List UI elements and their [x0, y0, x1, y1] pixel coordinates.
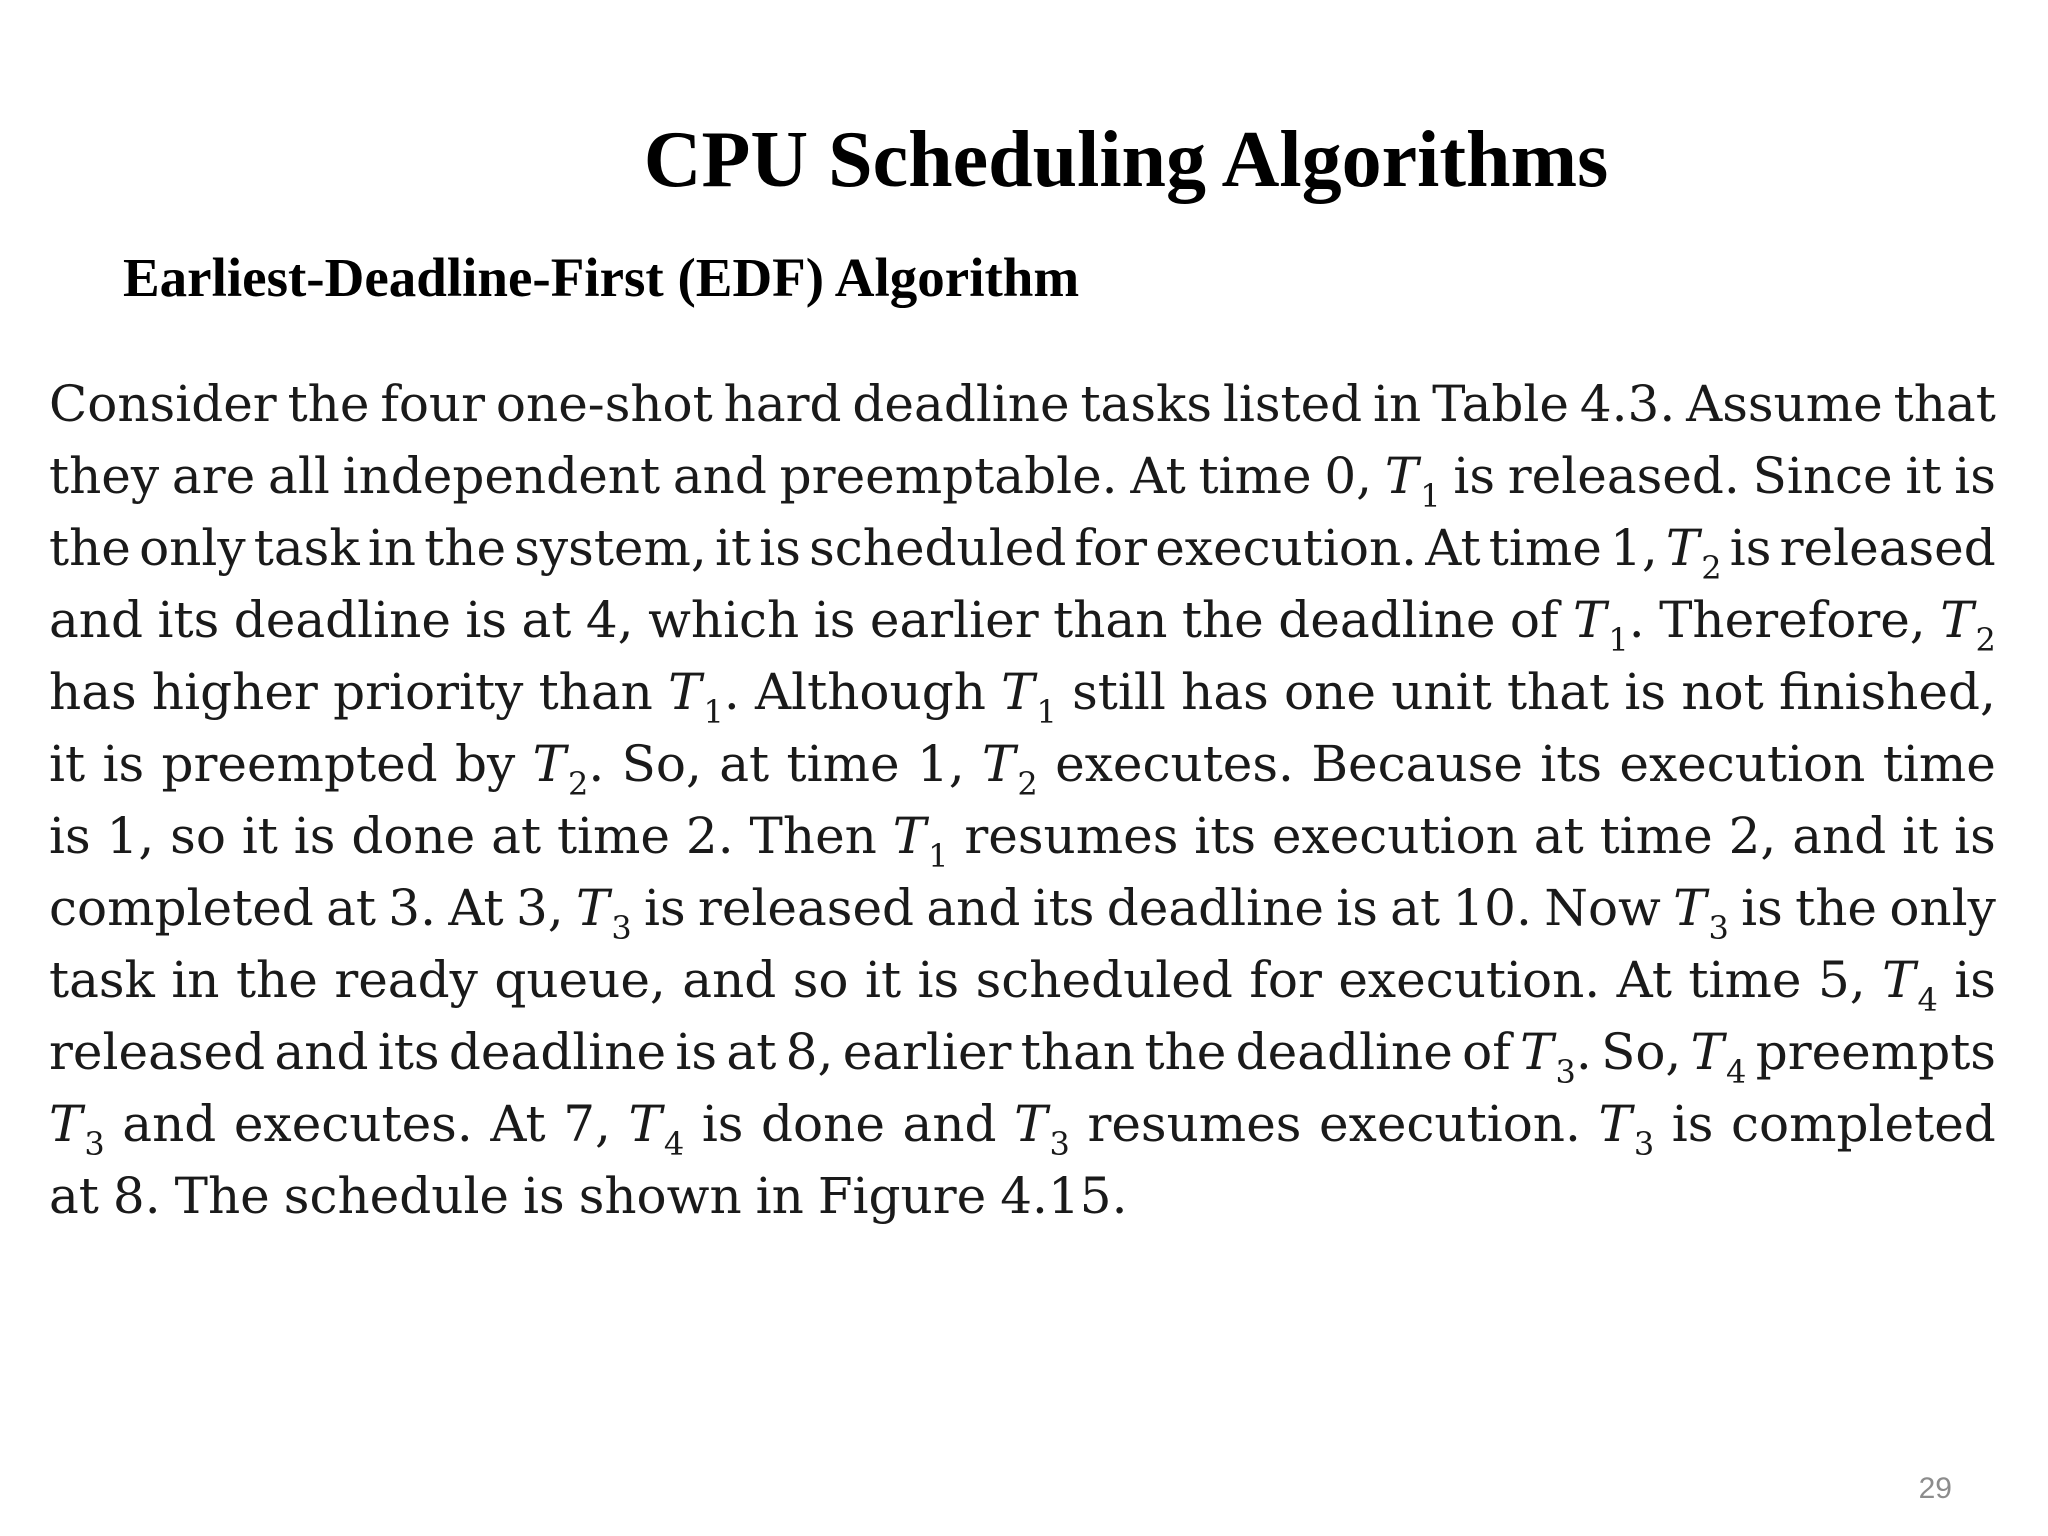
word: 0,	[1324, 447, 1373, 505]
word: and	[122, 1095, 217, 1153]
task-symbol: $T_3$	[1598, 1095, 1655, 1163]
word: its	[1032, 879, 1095, 937]
word: 1,	[1610, 519, 1658, 577]
word: so	[170, 807, 226, 865]
word: 7,	[563, 1095, 611, 1153]
paragraph-line	[49, 1088, 1996, 1163]
paragraph-line	[49, 944, 1996, 1019]
task-symbol: $T_4$	[1882, 951, 1938, 1019]
task-symbol: $T_3$	[1014, 1095, 1070, 1163]
word: So,	[621, 735, 702, 793]
word: Table	[1432, 375, 1569, 433]
word: for	[1074, 519, 1148, 577]
word: the	[235, 951, 318, 1009]
word: preempted	[161, 735, 438, 793]
word: and	[902, 1095, 997, 1153]
word: at	[49, 1167, 99, 1225]
word: so	[792, 951, 849, 1009]
word: of	[1462, 1023, 1511, 1081]
task-symbol: $T_1$	[892, 807, 949, 875]
word: executes.	[233, 1095, 473, 1153]
word: by	[455, 735, 516, 793]
word: still	[1072, 663, 1166, 721]
task-symbol: $T_3$	[1520, 1023, 1576, 1091]
word: So,	[1601, 1023, 1682, 1081]
word: released.	[1507, 447, 1740, 505]
word: that	[1506, 663, 1610, 721]
word: released	[1779, 519, 1996, 577]
word: done	[761, 1095, 885, 1153]
word: at	[1533, 807, 1584, 865]
word: The	[174, 1167, 270, 1225]
word: executes.	[1055, 735, 1294, 793]
word: Then	[749, 807, 877, 865]
word: are	[171, 447, 256, 505]
word: that	[1893, 375, 1996, 433]
word: is	[675, 1023, 718, 1081]
page-number: 29	[1918, 1472, 1952, 1505]
word: in	[171, 951, 220, 1009]
word: only	[139, 519, 246, 577]
word: the	[49, 519, 131, 577]
word: 10.	[1452, 879, 1532, 937]
word: deadline	[852, 375, 1070, 433]
word: it	[241, 807, 278, 865]
word: is	[813, 591, 856, 649]
word: of	[1509, 591, 1559, 649]
word: it	[714, 519, 752, 577]
word: in	[755, 1167, 804, 1225]
word: has	[1181, 663, 1269, 721]
word: $T_2$.	[533, 728, 605, 800]
word: execution.	[1155, 519, 1418, 577]
word: and	[1792, 807, 1887, 865]
word: At	[490, 1095, 546, 1153]
word: one	[1284, 663, 1376, 721]
word: finished,	[1778, 663, 1996, 721]
word: it	[864, 951, 902, 1009]
paragraph-line	[49, 872, 1996, 947]
task-symbol: $T_3$	[575, 879, 632, 947]
word: which	[648, 591, 800, 649]
word: its	[157, 591, 220, 649]
word: is	[49, 807, 91, 865]
word: deadline	[1106, 879, 1324, 937]
word: At	[448, 879, 504, 937]
word: tasks	[1080, 375, 1212, 433]
word: task	[49, 951, 155, 1009]
word: Figure	[817, 1167, 987, 1225]
word: and	[49, 591, 144, 649]
word: is	[1671, 1095, 1714, 1153]
task-symbol: $T_1$	[1001, 663, 1057, 731]
word: scheduled	[809, 519, 1067, 577]
task-symbol: $T_4$	[628, 1095, 685, 1163]
word: priority	[333, 663, 524, 721]
word	[1673, 872, 1729, 947]
paragraph-line	[49, 728, 1996, 803]
word	[892, 800, 949, 875]
word: is	[1624, 663, 1667, 721]
word: schedule	[283, 1167, 510, 1225]
word: they	[49, 447, 160, 505]
paragraph-line	[49, 584, 1996, 659]
word: not	[1681, 663, 1764, 721]
word: 8,	[785, 1023, 834, 1081]
word: is	[465, 591, 508, 649]
word: 4,	[585, 591, 634, 649]
word: all	[268, 447, 330, 505]
word: $T_1$.	[668, 656, 740, 728]
word: At	[1616, 951, 1672, 1009]
word: it	[1902, 807, 1939, 865]
word: time	[556, 807, 671, 865]
task-symbol: $T_2$	[532, 735, 589, 803]
word: Because	[1311, 735, 1523, 793]
word: at	[491, 807, 542, 865]
word	[1940, 584, 1996, 659]
word: execution.	[1319, 1095, 1581, 1153]
word: resumes	[1087, 1095, 1302, 1153]
word: for	[1249, 951, 1322, 1009]
word: execution.	[1338, 951, 1601, 1009]
word: execution	[1619, 735, 1866, 793]
task-symbol: $T_2$	[1940, 591, 1996, 659]
word: is	[1729, 519, 1772, 577]
word: 5,	[1817, 951, 1866, 1009]
word: and	[672, 447, 767, 505]
word: Although	[755, 663, 986, 721]
word: and	[926, 879, 1021, 937]
word: is	[1954, 447, 1996, 505]
task-symbol: $T_4$	[1690, 1023, 1747, 1091]
word: at	[1390, 879, 1441, 937]
word: the	[424, 519, 507, 577]
word: its	[1540, 735, 1603, 793]
paragraph-line	[49, 440, 1996, 515]
word	[1384, 440, 1441, 515]
word: queue,	[494, 951, 666, 1009]
word: Assume	[1686, 375, 1883, 433]
word: scheduled	[975, 951, 1233, 1009]
word: hard	[723, 375, 842, 433]
word: deadline	[1235, 1023, 1453, 1081]
word: the	[287, 375, 370, 433]
word: 8.	[112, 1167, 161, 1225]
word: is	[643, 879, 686, 937]
word: execution	[1271, 807, 1518, 865]
word: 2,	[1728, 807, 1777, 865]
paragraph-line	[49, 512, 1996, 587]
word	[1598, 1088, 1655, 1163]
word: in	[1373, 375, 1422, 433]
word: higher	[151, 663, 318, 721]
word: $T_3$.	[1520, 1016, 1592, 1088]
word: Now	[1544, 879, 1661, 937]
word: time	[1688, 951, 1802, 1009]
word: At	[1425, 519, 1481, 577]
word: task	[253, 519, 360, 577]
paragraph-line	[49, 656, 1996, 731]
word: the	[1795, 879, 1878, 937]
word: than	[1053, 591, 1168, 649]
word: it	[1905, 447, 1942, 505]
word: is	[523, 1167, 565, 1225]
word: is	[293, 807, 336, 865]
word: and	[682, 951, 777, 1009]
word: deadline	[1278, 591, 1496, 649]
word: 4.3.	[1579, 375, 1676, 433]
word: done	[351, 807, 476, 865]
word: at	[326, 879, 376, 937]
word: only	[1889, 879, 1996, 937]
word: preempts	[1755, 1023, 1996, 1081]
task-symbol: $T_3$	[1673, 879, 1729, 947]
word: its	[377, 1023, 440, 1081]
word: released	[697, 879, 915, 937]
word	[1014, 1088, 1070, 1163]
word: is	[1954, 807, 1996, 865]
word: is	[1453, 447, 1495, 505]
task-symbol: $T_2$	[982, 735, 1038, 803]
word: completed	[1731, 1095, 1996, 1153]
word: than	[1020, 1023, 1136, 1081]
word: the	[1181, 591, 1264, 649]
word: is	[1954, 951, 1996, 1009]
word: Consider	[49, 375, 277, 433]
word: time	[786, 735, 900, 793]
task-symbol: $T_3$	[49, 1095, 105, 1163]
word: unit	[1391, 663, 1492, 721]
word: earlier	[869, 591, 1039, 649]
word: independent	[342, 447, 661, 505]
word: 3.	[388, 879, 437, 937]
paragraph-line	[49, 368, 1996, 440]
word: deadline	[448, 1023, 667, 1081]
word: $T_1$.	[1573, 584, 1645, 656]
word	[1665, 512, 1722, 587]
paragraph-line	[49, 1160, 1996, 1232]
word: 3,	[515, 879, 564, 937]
word	[1001, 656, 1057, 731]
word: resumes	[964, 807, 1179, 865]
word	[982, 728, 1038, 803]
word: At	[1130, 447, 1186, 505]
paragraph-line	[49, 1016, 1996, 1091]
edf-explanation-paragraph	[49, 368, 1996, 1232]
word: it	[49, 735, 86, 793]
word	[1690, 1016, 1747, 1091]
word: 1,	[916, 735, 965, 793]
word: is	[701, 1095, 744, 1153]
word: four	[380, 375, 486, 433]
word: preemptable.	[779, 447, 1118, 505]
word: is	[1741, 879, 1783, 937]
word: and	[274, 1023, 369, 1081]
word: one-shot	[495, 375, 713, 433]
word: Therefore,	[1659, 591, 1926, 649]
word: 1,	[106, 807, 155, 865]
paragraph-line	[49, 800, 1996, 875]
word: is	[917, 951, 960, 1009]
word: has	[49, 663, 137, 721]
task-symbol: $T_1$	[1572, 591, 1629, 659]
word: listed	[1222, 375, 1363, 433]
word: Since	[1752, 447, 1893, 505]
word: at	[726, 1023, 777, 1081]
slide-subtitle: Earliest-Deadline-First (EDF) Algorithm	[123, 247, 1080, 308]
word: 4.15.	[1000, 1167, 1128, 1225]
word: earlier	[842, 1023, 1012, 1081]
word: is	[102, 735, 145, 793]
word: than	[538, 663, 653, 721]
word: time	[1198, 447, 1312, 505]
word	[49, 1088, 105, 1163]
word: its	[1194, 807, 1257, 865]
word: at	[521, 591, 572, 649]
word: system,	[514, 519, 707, 577]
slide-title: CPU Scheduling Algorithms	[643, 116, 1609, 204]
task-symbol: $T_1$	[668, 663, 724, 731]
word	[575, 872, 632, 947]
word: time	[1882, 735, 1996, 793]
word: at	[719, 735, 770, 793]
word: in	[367, 519, 417, 577]
task-symbol: $T_2$	[1665, 519, 1722, 587]
word: the	[1144, 1023, 1227, 1081]
word: is	[1336, 879, 1378, 937]
word	[1882, 944, 1938, 1019]
word: completed	[49, 879, 314, 937]
word: time	[1599, 807, 1713, 865]
word	[628, 1088, 685, 1163]
word: time	[1488, 519, 1602, 577]
word: shown	[578, 1167, 742, 1225]
word: ready	[334, 951, 478, 1009]
task-symbol: $T_1$	[1384, 447, 1441, 515]
word: is	[759, 519, 801, 577]
word: released	[49, 1023, 266, 1081]
word: deadline	[233, 591, 451, 649]
word: 2.	[685, 807, 734, 865]
